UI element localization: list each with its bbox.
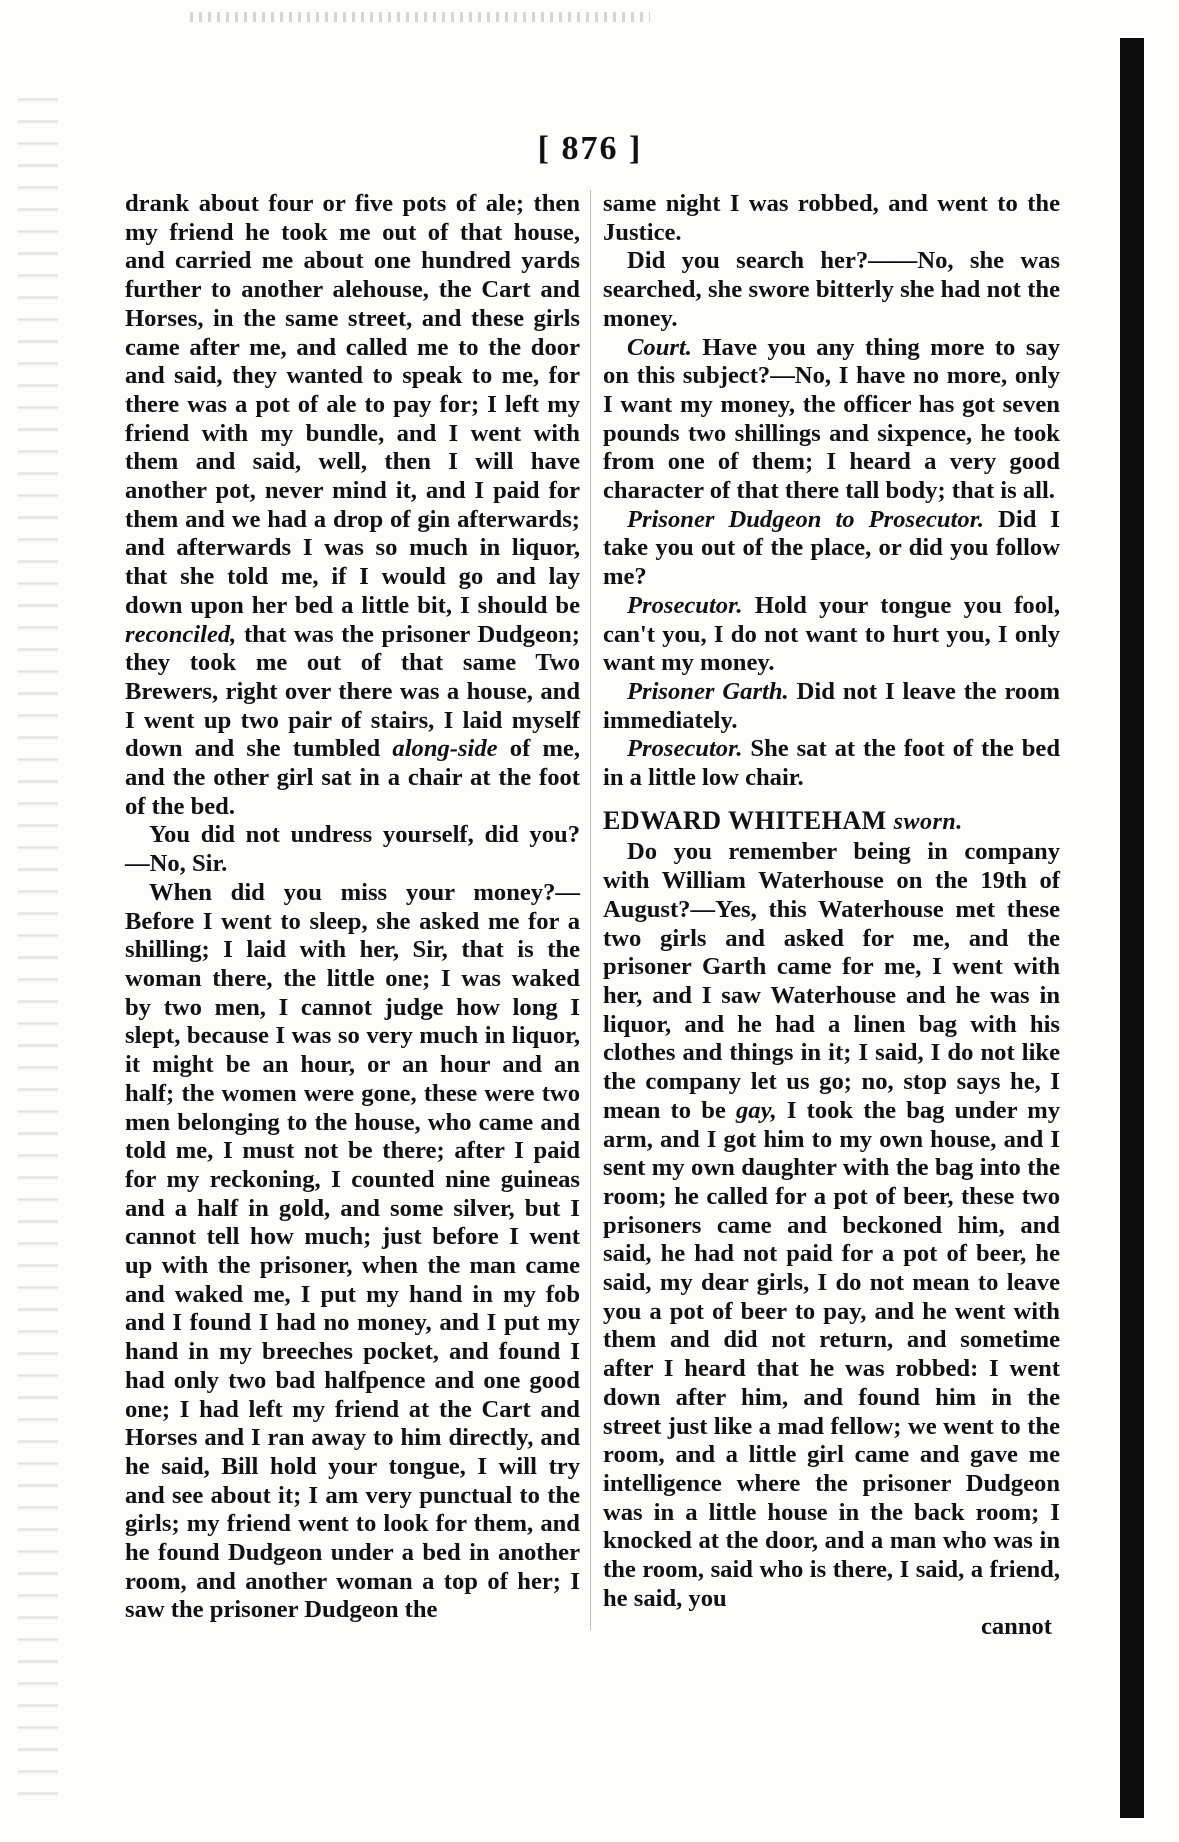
paragraph	[603, 838, 1060, 1613]
paragraph: When did you miss your money?—Before I went to sleep, she asked me for a shilling; I laid with her, Sir, that is the woman there, the little one; I was waked by two men, I cannot judge how long I slept, because I was so very much in liquor, it might be an hour, or an hour and an half; the women were gone, these were two men belonging to the house, who came and told me, I must not be there; after I paid for my reckoning, I counted nine guineas and a half in gold, and some silver, but I cannot tell how much; just before I went up with the prisoner, when the man came and waked me, I put my hand in my fob and I found I had no money, and I put my hand in my breeches pocket, and found I had only two bad halfpence and one good one; I had left my friend at the Cart and Horses and I ran away to him directly, and he said, Bill hold your tongue, I will try and see about it; I am very punctual to the girls; my friend went to look for them, and he found Dudgeon under a bed in another room, and another woman a top of her; I saw the prisoner Dudgeon the	[125, 878, 580, 1624]
text-run: Did I take you out of the place, or did you follow me?	[603, 505, 1061, 591]
paragraph: same night I was robbed, and went to the Justice.	[603, 190, 1060, 246]
paragraph	[603, 592, 1060, 678]
speaker-label: Prisoner Dudgeon to Prosecutor.	[627, 505, 985, 533]
paragraph	[603, 678, 1060, 735]
paragraph	[603, 334, 1060, 506]
page-number: [ 876 ]	[537, 130, 643, 167]
paragraph: Did you search her?——No, she was searched, she swore bitterly she had not the money.	[603, 247, 1060, 332]
paragraph	[603, 735, 1060, 792]
italic-run: gay,	[735, 1096, 777, 1124]
left-column	[125, 190, 580, 1625]
text-run: Did not I leave the room immediately.	[603, 677, 1060, 734]
text-run: I took the bag under my arm, and I got him to my own house, and I sent my own daughter with the bag into the room; he called for a pot of beer, these two prisoners came and beckoned him, and said, he had not paid for a pot of beer, he said, my dear girls, I do not mean to leave you a pot of beer to pay, and he went with them and did not return, and sometime after I heard that he was robbed: I went down after him, and found him in the street just like a mad fellow; we went to the room, and a little girl came and gave me intelligence where the prisoner Dudgeon was in a little house in the back room; I knocked at the door, and a man who was in the room, said who is there, I said, a friend, he said, you	[603, 1096, 1060, 1612]
text-run: Have you any thing more to say on this subject?—No, I have no more, only I want my money, the officer has got seven pounds two shillings and sixpence, he took from one of them; I heard a very good character of that there tall body; that is all.	[603, 333, 1060, 505]
sworn-label: sworn.	[893, 808, 963, 835]
paragraph	[125, 190, 580, 821]
paragraph: You did not undress yourself, did you? —No, Sir.	[125, 821, 580, 878]
speaker-label: Court.	[627, 333, 692, 361]
italic-run: along-side	[392, 735, 498, 763]
paragraph	[603, 506, 1060, 592]
right-column	[603, 190, 1060, 1642]
scan-edge-bar	[1120, 38, 1144, 1818]
text-run: Hold your tongue you fool, can't you, I do not want to hurt you, I only want my money.	[603, 591, 1060, 677]
italic-run: reconciled,	[125, 620, 237, 648]
binding-edge	[18, 80, 58, 1800]
text-run: Do you remember being in company with William Waterhouse on the 19th of August?—Yes, this Waterhouse met these two girls and asked for me, and the prisoner Garth came for me, I went with her, and I saw Waterhouse and he was in liquor, and he had a linen bag with his clothes and things in it; I said, I do not like the company let us go; no, stop says he, I mean to be	[603, 838, 1060, 1124]
scan-noise-top	[190, 12, 650, 22]
speaker-label: Prosecutor.	[627, 591, 743, 619]
text-run: drank about four or five pots of ale; then my friend he took me out of that house, and carried me about one hundred yards further to another alehouse, the Cart and Horses, in the same street, and these girls came after me, and called me to the door and said, they wanted to speak to me, for there was a pot of ale to pay for; I left my friend with my bundle, and I went with them and said, well, then I will have another pot, never mind it, and I paid for them and we had a drop of gin afterwards; and afterwards I was so much in liquor, that she told me, if I would go and lay down upon her bed a little bit, I should be	[125, 190, 580, 619]
catchword: cannot	[980, 1613, 1052, 1641]
text-run: that was the prisoner Dudgeon; they took me out of that same Two Brewers, right over there was a house, and I went up two pair of stairs, I laid myself down and she tumbled	[125, 620, 580, 763]
text-run: of me, and the other girl sat in a chair at the foot of the bed.	[125, 735, 580, 820]
speaker-label: Prisoner Garth.	[627, 677, 789, 705]
witness-heading	[603, 807, 1060, 837]
witness-name: EDWARD WHITEHAM	[603, 805, 887, 835]
speaker-label: Prosecutor.	[627, 735, 743, 763]
text-run: She sat at the foot of the bed in a little low chair.	[603, 735, 1061, 792]
column-divider	[590, 190, 591, 1630]
